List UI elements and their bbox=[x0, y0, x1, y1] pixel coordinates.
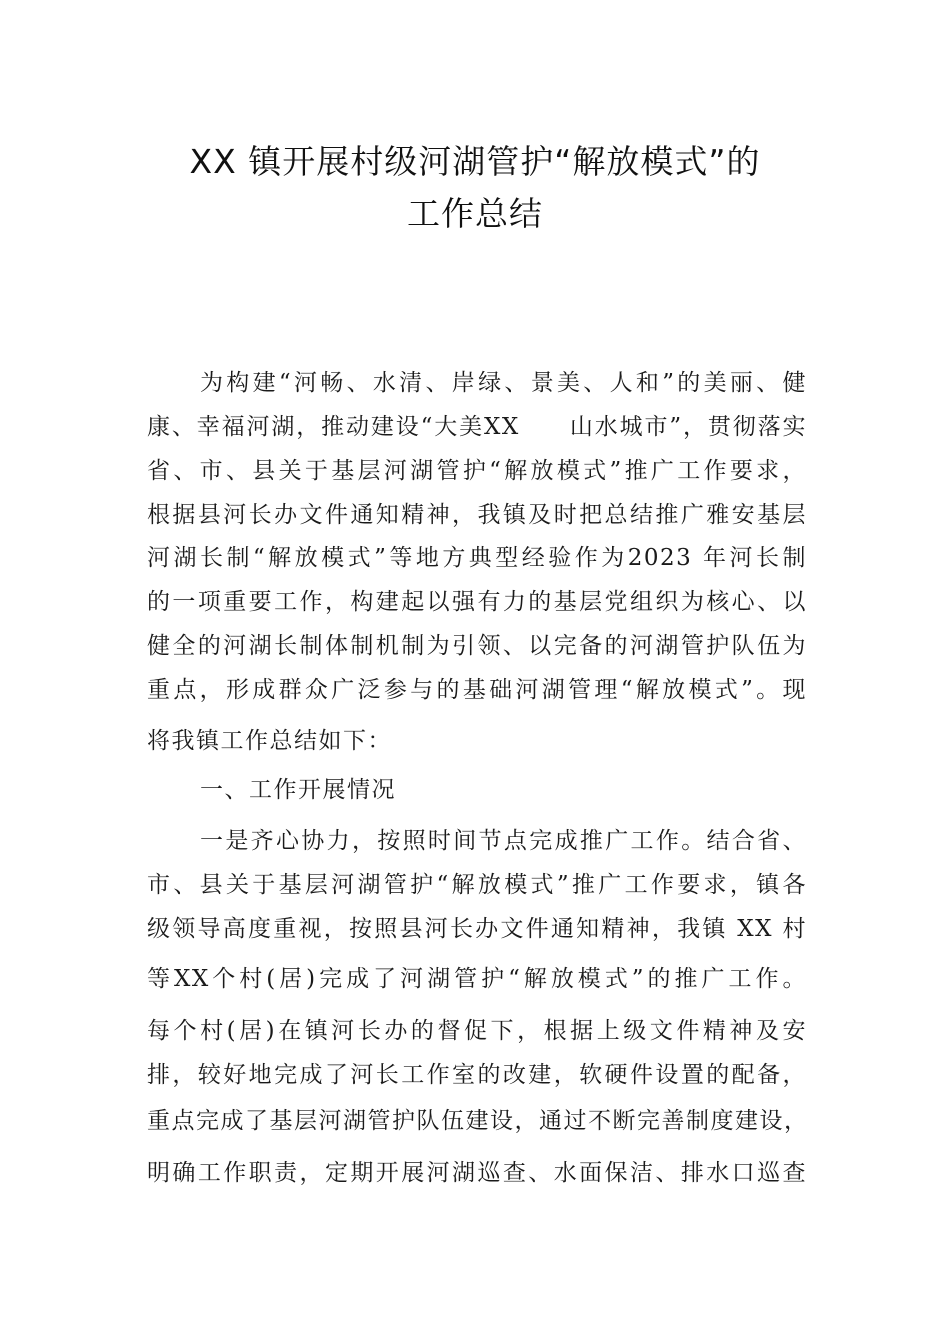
paragraph-line: 明确工作职责，定期开展河湖巡查、水面保洁、排水口巡查 bbox=[147, 1160, 807, 1186]
paragraph-line: 康、幸福河湖，推动建设“大美XX 山水城市”，贯彻落实 bbox=[147, 414, 807, 440]
paragraph-line: 健全的河湖长制体制机制为引领、以完备的河湖管护队伍为 bbox=[147, 633, 807, 659]
paragraph-line: 排，较好地完成了河长工作室的改建，软硬件设置的配备， bbox=[147, 1062, 807, 1088]
paragraph-line: 河湖长制“解放模式”等地方典型经验作为2023 年河长制 bbox=[147, 545, 807, 571]
paragraph-line: 等XX个村(居)完成了河湖管护“解放模式”的推广工作。 bbox=[147, 966, 807, 992]
paragraph-line: 一是齐心协力，按照时间节点完成推广工作。结合省、 bbox=[200, 828, 807, 854]
paragraph-line-last: 将我镇工作总结如下： bbox=[147, 728, 392, 754]
paragraph-line: 省、市、县关于基层河湖管护“解放模式”推广工作要求， bbox=[147, 458, 807, 484]
document-title-line-1: XX 镇开展村级河湖管护“解放模式”的 bbox=[189, 142, 761, 181]
paragraph-line: 重点完成了基层河湖管护队伍建设，通过不断完善制度建设， bbox=[147, 1108, 809, 1134]
paragraph-line: 的一项重要工作，构建起以强有力的基层党组织为核心、以 bbox=[147, 589, 807, 615]
paragraph-line: 根据县河长办文件通知精神，我镇及时把总结推广雅安基层 bbox=[147, 502, 807, 528]
document-title-line-2: 工作总结 bbox=[407, 194, 543, 233]
paragraph-line: 重点，形成群众广泛参与的基础河湖管理“解放模式”。现 bbox=[147, 677, 807, 703]
paragraph-line: 市、县关于基层河湖管护“解放模式”推广工作要求，镇各 bbox=[147, 872, 807, 898]
paragraph-line: 每个村(居)在镇河长办的督促下，根据上级文件精神及安 bbox=[147, 1018, 807, 1044]
section-heading: 一、工作开展情况 bbox=[200, 777, 396, 803]
paragraph-line: 级领导高度重视，按照县河长办文件通知精神，我镇 XX 村 bbox=[147, 916, 807, 942]
paragraph-line: 为构建“河畅、水清、岸绿、景美、人和”的美丽、健 bbox=[200, 370, 807, 396]
